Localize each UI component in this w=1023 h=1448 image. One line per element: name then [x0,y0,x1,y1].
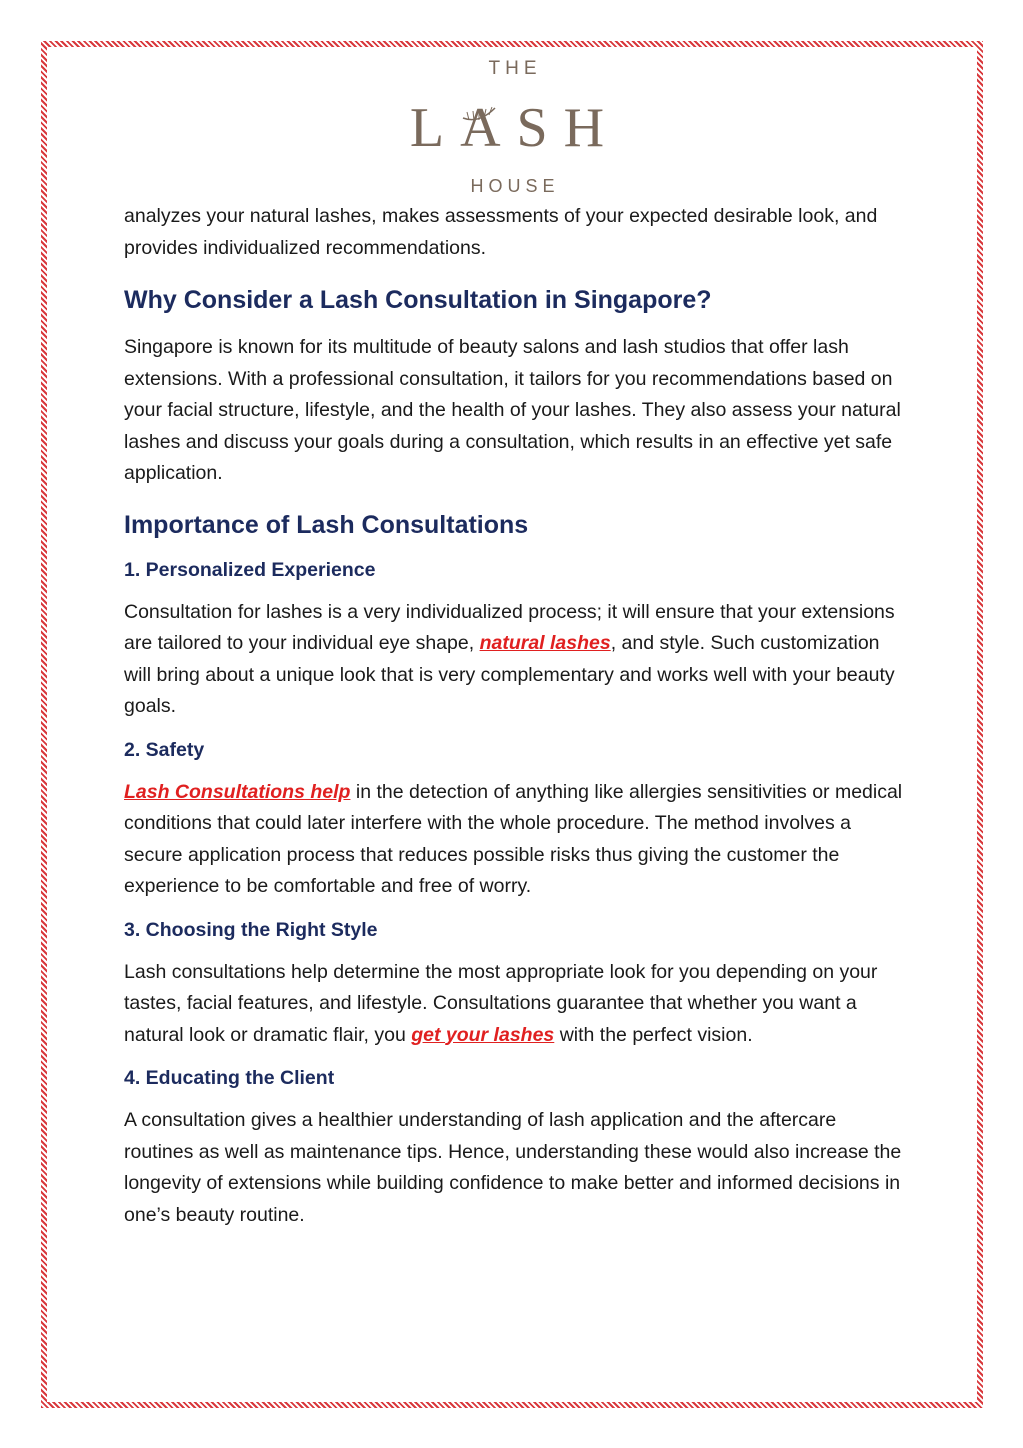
section-3-text-before: Lash consultations help determine the most appropriate look for you depending on your tastes, facial features, and lifestyle. Consultations guarantee that whether you want a natural look or dramatic flair, you [124,960,878,1046]
section-2-paragraph [124,777,904,903]
section-1-paragraph [124,597,904,723]
section-4-paragraph: A consultation gives a healthier understanding of lash application and the aftercare routines as well as maintenance tips. Hence, understanding these would also increase the longevity of extensions while building confidence to make better and informed decisions in one’s beauty routine. [124,1109,902,1226]
lash-consultations-help-link[interactable]: Lash Consultations help [124,780,351,803]
article-body [124,201,904,1231]
section-2-text-after: in the detection of anything like allergies sensitivities or medical conditions that could later interfere with the whole procedure. The method involves a secure application process that reduces possible risks thus giving the customer the experience to be comfortable and free of worry. [124,780,903,897]
importance-heading: Importance of Lash Consultations [124,510,529,539]
section-2-title: 2. Safety [124,738,205,761]
logo-the-text: THE [488,58,542,79]
logo-lash-text [395,98,635,158]
section-3-title: 3. Choosing the Right Style [124,918,378,941]
section-1-text-before: Consultation for lashes is a very individualized process; it will ensure that your extensions are tailored to your individual eye shape, [124,600,895,654]
intro-paragraph: analyzes your natural lashes, makes assessments of your expected desirable look, and provides individualized recommendations. [124,205,878,259]
get-your-lashes-link[interactable]: get your lashes [411,1023,555,1046]
why-heading: Why Consider a Lash Consultation in Singapore? [124,286,712,314]
logo-house-text: HOUSE [470,176,560,196]
section-3-paragraph [124,957,904,1052]
section-4-title: 4. Educating the Client [124,1067,335,1089]
brand-logo [395,58,635,208]
eyelash-icon [461,102,499,124]
logo-lash-word: LASH [409,97,621,159]
natural-lashes-link[interactable]: natural lashes [479,632,611,654]
section-3-text-after: with the perfect vision. [554,1023,753,1046]
section-1-text-after: , and style. Such customization will bring about a unique look that is very complementary and works well with your beauty goals. [124,632,895,717]
why-paragraph: Singapore is known for its multitude of beauty salons and lash studios that offer lash extensions. With a professional consultation, it tailors for you recommendations based on your facial structure, lifestyle, and the health of your lashes. They also assess your natural lashes and discuss your goals during a consultation, which results in an effective yet safe application. [124,336,901,484]
section-1-title: 1. Personalized Experience [124,558,376,581]
